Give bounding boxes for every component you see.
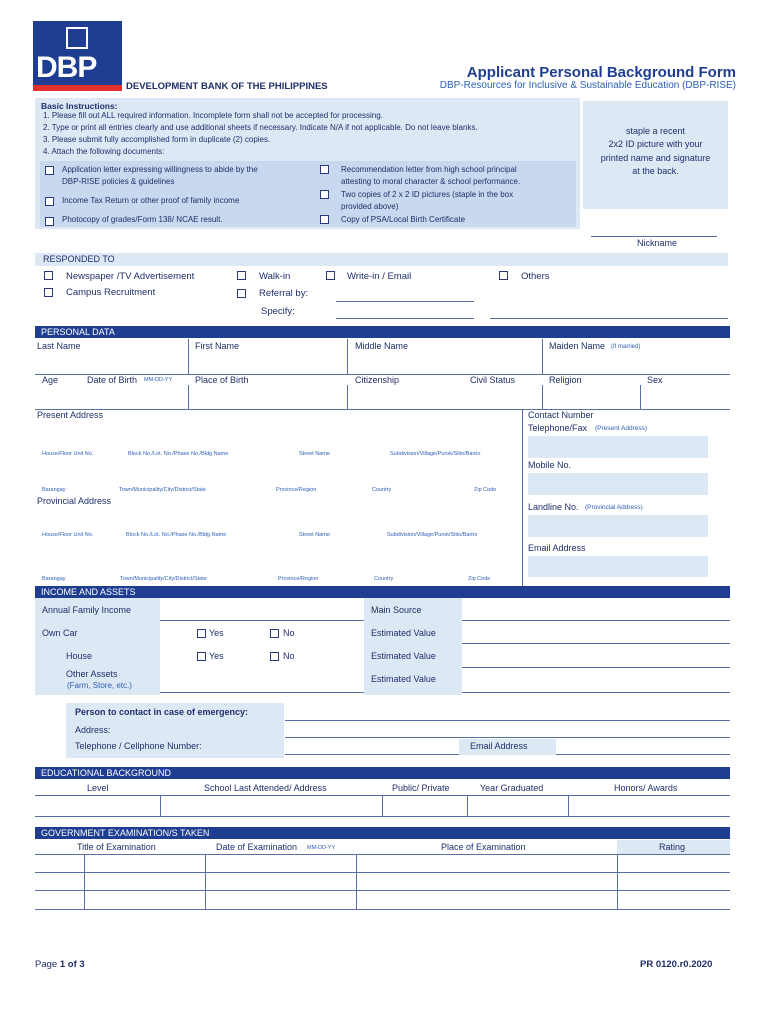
other-assets-label: Other Assets: [66, 669, 118, 679]
main-source-line[interactable]: [462, 620, 730, 621]
instruction-1: 1. Please fill out ALL required information. Incomplete form shall not be accepted for processing.: [43, 111, 383, 120]
addr-subdivision: Subdivision/Village/Purok/Sitio/Barrio: [387, 532, 478, 538]
instructions-heading: Basic Instructions:: [41, 101, 118, 111]
own-car-label: Own Car: [42, 628, 78, 638]
addr-house: House/Floor Unit No.: [42, 532, 94, 538]
doc-label: Copy of PSA/Local Birth Certificate: [341, 215, 466, 224]
page-indicator: [35, 960, 85, 970]
program-subtitle: DBP-Resources for Inclusive & Sustainable Education (DBP-RISE): [439, 80, 736, 91]
if-married-note: (If married): [611, 344, 641, 350]
exam-row[interactable]: [35, 872, 730, 873]
logo-red-stripe: [33, 85, 122, 91]
form-title: Applicant Personal Background Form: [466, 64, 736, 81]
annual-income-label: Annual Family Income: [42, 605, 132, 615]
divider: [542, 385, 543, 409]
house-estimated-line[interactable]: [462, 667, 730, 668]
divider: [640, 385, 641, 409]
nickname-line[interactable]: [591, 236, 717, 237]
specify-label: Specify:: [261, 306, 295, 317]
car-estimated-label: Estimated Value: [371, 628, 436, 638]
addr-country: Country: [374, 576, 394, 582]
car-estimated-line[interactable]: [462, 643, 730, 644]
divider: [617, 854, 618, 909]
education-header: EDUCATIONAL BACKGROUND: [35, 767, 730, 779]
nickname-label: Nickname: [637, 238, 678, 248]
first-name-label: First Name: [195, 341, 240, 351]
divider: [35, 409, 730, 410]
dob-format: MM-DD-YY: [144, 377, 173, 383]
doc-grades-checkbox[interactable]: [45, 217, 54, 226]
emergency-name-line[interactable]: [285, 720, 730, 721]
civil-status-label: Civil Status: [470, 375, 516, 385]
addr-province: Province/Region: [278, 576, 319, 582]
newspaper-checkbox[interactable]: [44, 271, 53, 280]
house-no-checkbox[interactable]: [270, 652, 279, 661]
addr-subdivision: Subdivision/Village/Purok/Sitio/Barrio: [390, 451, 481, 457]
addr-street: Street Name: [299, 532, 330, 538]
others-line[interactable]: [490, 318, 728, 319]
addr-town: Town/Municipality/City/District/State: [119, 487, 206, 493]
mobile-label: Mobile No.: [528, 460, 572, 470]
edu-row[interactable]: [35, 816, 730, 817]
provincial-address-label: Provincial Address: [37, 496, 112, 506]
doc-label: Application letter expressing willingness to abide by the: [62, 165, 258, 174]
divider: [542, 339, 543, 374]
house-label: House: [66, 651, 93, 661]
divider: [35, 854, 730, 855]
option-label: Others: [521, 271, 550, 282]
edu-col-year: Year Graduated: [480, 783, 544, 793]
addr-barangay: Barangay: [42, 487, 66, 493]
telfax-input[interactable]: [528, 436, 708, 458]
campus-checkbox[interactable]: [44, 288, 53, 297]
doc-label: Income Tax Return or other proof of family income: [62, 196, 240, 205]
present-address-note: (Present Address): [595, 425, 648, 432]
bank-name: DEVELOPMENT BANK OF THE PHILIPPINES: [126, 81, 328, 92]
exam-col-title: Title of Examination: [77, 842, 156, 852]
doc-label: Recommendation letter from high school principal: [341, 165, 517, 174]
house-no-label: No: [283, 651, 295, 661]
edu-col-school: School Last Attended/ Address: [204, 783, 327, 793]
emergency-email-label: Email Address: [470, 741, 528, 751]
divider: [522, 409, 523, 586]
other-estimated-line[interactable]: [462, 692, 730, 693]
specify-line[interactable]: [336, 318, 474, 319]
house-estimated-label: Estimated Value: [371, 651, 436, 661]
doc-label: provided above): [341, 202, 399, 211]
divider: [347, 339, 348, 374]
page-prefix: Page: [35, 959, 58, 970]
house-yes-checkbox[interactable]: [197, 652, 206, 661]
last-name-label: Last Name: [37, 341, 81, 351]
photo-instruction: at the back.: [632, 166, 679, 176]
exam-date-format: MM-DD-YY: [307, 845, 336, 851]
pob-label: Place of Birth: [195, 375, 249, 385]
exam-row[interactable]: [35, 890, 730, 891]
option-label: Walk-in: [259, 271, 291, 282]
other-assets-note: (Farm, Store, etc.): [67, 681, 132, 690]
divider: [160, 795, 161, 816]
option-label: Write-in / Email: [347, 271, 412, 282]
referral-line[interactable]: [336, 301, 474, 302]
income-assets-header: INCOME AND ASSETS: [35, 586, 730, 598]
option-label: Newspaper /TV Advertisement: [66, 271, 195, 282]
addr-country: Country: [372, 487, 392, 493]
emergency-phone-line[interactable]: [285, 754, 459, 755]
exams-header: GOVERNMENT EXAMINATION/S TAKEN: [35, 827, 730, 839]
house-yes-label: Yes: [209, 651, 224, 661]
email-input[interactable]: [528, 556, 708, 577]
car-no-checkbox[interactable]: [270, 629, 279, 638]
photo-instruction: printed name and signature: [600, 153, 711, 163]
other-assets-line[interactable]: [160, 692, 364, 693]
sex-label: Sex: [647, 375, 663, 385]
instruction-3: 3. Please submit fully accomplished form in duplicate (2) copies.: [43, 135, 271, 144]
photo-instruction: staple a recent: [625, 126, 686, 136]
divider: [84, 854, 85, 909]
citizenship-label: Citizenship: [355, 375, 400, 385]
exam-row[interactable]: [35, 909, 730, 910]
divider: [205, 854, 206, 909]
middle-name-label: Middle Name: [355, 341, 409, 351]
divider: [188, 339, 189, 374]
addr-zip: Zip Code: [468, 576, 491, 582]
annual-income-line[interactable]: [160, 620, 364, 621]
divider: [356, 854, 357, 909]
emergency-address-line[interactable]: [285, 737, 730, 738]
addr-block: Block No./Lot. No./Phase No./Bldg Name: [128, 451, 229, 457]
addr-zip: Zip Code: [474, 487, 497, 493]
others-checkbox[interactable]: [499, 271, 508, 280]
addr-block: Block No./Lot. No./Phase No./Bldg Name: [126, 532, 227, 538]
photo-instruction: 2x2 ID picture with your: [608, 139, 703, 149]
instruction-2: 2. Type or print all entries clearly and use additional sheets if necessary. Indicate N/A if not applicable. Do not leave blanks.: [43, 123, 478, 132]
landline-input[interactable]: [528, 515, 708, 537]
option-label: Campus Recruitment: [66, 287, 156, 298]
instruction-4: 4. Attach the following documents:: [43, 147, 165, 156]
addr-town: Town/Municipality/City/District/State: [120, 576, 207, 582]
divider: [382, 795, 383, 816]
divider: [188, 385, 189, 409]
responded-to-bar: [35, 253, 728, 266]
contact-number-label: Contact Number: [528, 410, 594, 420]
doc-label: Two copies of 2 x 2 ID pictures (staple in the box: [341, 190, 514, 199]
page-num: 1: [59, 959, 66, 970]
car-yes-checkbox[interactable]: [197, 629, 206, 638]
addr-province: Province/Region: [276, 487, 317, 493]
exam-col-rating: Rating: [659, 842, 686, 852]
emergency-address-label: Address:: [75, 725, 111, 735]
writein-checkbox[interactable]: [326, 271, 335, 280]
doc-label: DBP-RISE policies & guidelines: [62, 177, 175, 186]
edu-col-type: Public/ Private: [392, 783, 450, 793]
personal-data-header: PERSONAL DATA: [35, 326, 730, 338]
edu-col-honors: Honors/ Awards: [614, 783, 678, 793]
age-label: Age: [42, 375, 59, 385]
car-no-label: No: [283, 628, 295, 638]
exam-col-date: Date of Examination: [216, 842, 298, 852]
logo-emblem-icon: [66, 27, 88, 49]
doc-itr-checkbox[interactable]: [45, 197, 54, 206]
doc-recommendation-checkbox[interactable]: [320, 165, 329, 174]
emergency-email-line[interactable]: [556, 754, 730, 755]
edu-col-level: Level: [87, 783, 109, 793]
emergency-heading: Person to contact in case of emergency:: [75, 707, 249, 717]
option-label: Referral by:: [259, 288, 309, 299]
religion-label: Religion: [549, 375, 582, 385]
car-yes-label: Yes: [209, 628, 224, 638]
addr-house: House/Floor Unit No.: [42, 451, 94, 457]
walkin-checkbox[interactable]: [237, 271, 246, 280]
page-of: of 3: [67, 959, 85, 970]
exam-col-place: Place of Examination: [441, 842, 526, 852]
dob-label: Date of Birth: [87, 375, 138, 385]
main-source-label: Main Source: [371, 605, 422, 615]
divider: [467, 795, 468, 816]
landline-label: Landline No.: [528, 502, 579, 512]
form-code: PR 0120.r0.2020: [640, 959, 713, 970]
responded-to-heading: RESPONDED TO: [43, 254, 115, 264]
referral-checkbox[interactable]: [237, 289, 246, 298]
provincial-address-note: (Provincial Address): [585, 504, 643, 511]
email-label: Email Address: [528, 543, 586, 553]
dbp-logo: [33, 21, 122, 91]
doc-label: Photocopy of grades/Form 138/ NCAE result.: [62, 215, 223, 224]
present-address-label: Present Address: [37, 410, 104, 420]
other-estimated-label: Estimated Value: [371, 674, 436, 684]
divider: [568, 795, 569, 816]
doc-application-letter-checkbox[interactable]: [45, 166, 54, 175]
divider: [347, 385, 348, 409]
addr-barangay: Barangay: [42, 576, 66, 582]
logo-text: DBP: [36, 51, 97, 84]
maiden-name-label: Maiden Name: [549, 341, 606, 351]
mobile-input[interactable]: [528, 473, 708, 495]
telfax-label: Telephone/Fax: [528, 423, 588, 433]
doc-id-pictures-checkbox[interactable]: [320, 190, 329, 199]
addr-street: Street Name: [299, 451, 330, 457]
emergency-phone-label: Telephone / Cellphone Number:: [75, 741, 202, 751]
doc-label: attesting to moral character & school performance.: [341, 177, 521, 186]
doc-psa-checkbox[interactable]: [320, 215, 329, 224]
